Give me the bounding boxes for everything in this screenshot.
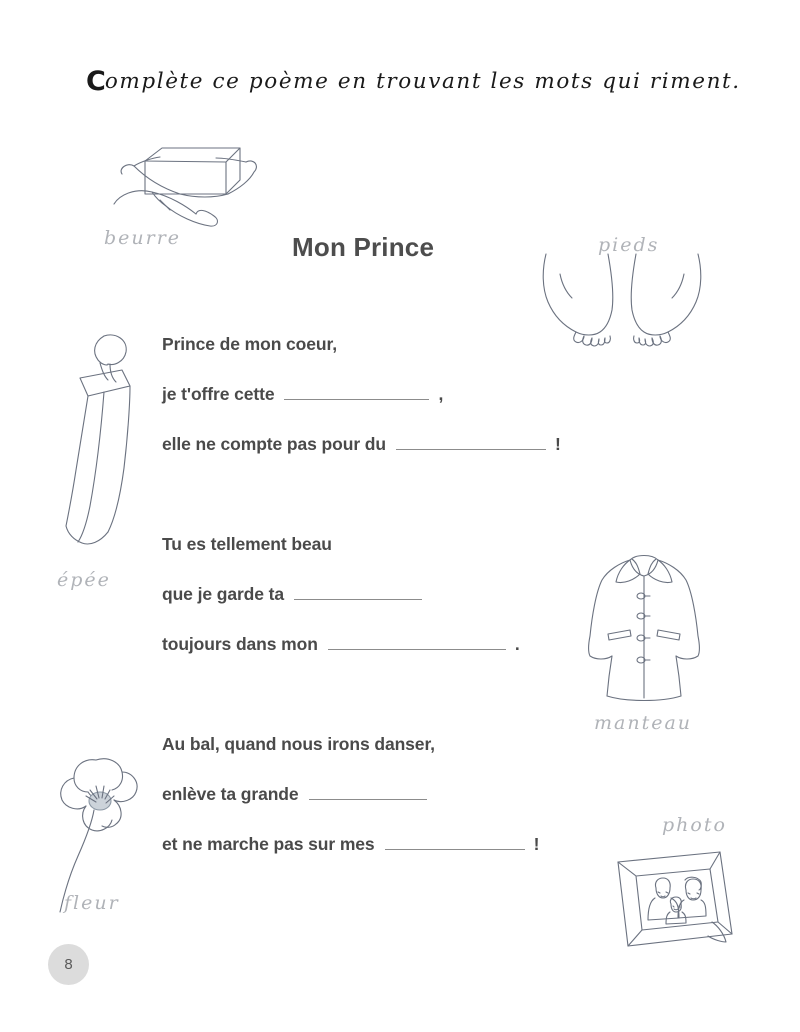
answer-blank[interactable] <box>284 388 429 400</box>
butter-label: beurre <box>104 227 182 249</box>
poem-line-punctuation: . <box>514 634 520 654</box>
answer-blank[interactable] <box>328 638 506 650</box>
poem-stanza-2 <box>162 534 520 684</box>
poem-line-text: Prince de mon coeur, <box>162 334 337 354</box>
answer-blank[interactable] <box>385 838 525 850</box>
poem-line-text: elle ne compte pas pour du <box>162 434 386 454</box>
poem-line <box>162 434 561 484</box>
butter-illustration <box>100 132 270 232</box>
poem-line <box>162 584 520 634</box>
poem-line <box>162 834 539 884</box>
feet-label: pieds <box>598 234 660 256</box>
poem-line-text: que je garde ta <box>162 584 285 604</box>
poem-line-punctuation: , <box>438 384 444 404</box>
poem-stanza-1 <box>162 334 561 484</box>
poem-line-text: enlève ta grande <box>162 784 299 804</box>
poem-line <box>162 784 539 834</box>
poem-line <box>162 334 561 384</box>
poem-line-punctuation: ! <box>554 434 561 454</box>
feet-illustration <box>532 248 712 348</box>
poem-line-text: je t'offre cette <box>162 384 275 404</box>
poem-line <box>162 384 561 434</box>
poem-title: Mon Prince <box>292 232 435 262</box>
poem-line-text: Tu es tellement beau <box>162 534 332 554</box>
poem-line-text: Au bal, quand nous irons danser, <box>162 734 435 754</box>
flower-label: fleur <box>64 892 120 914</box>
sword-illustration <box>56 330 156 565</box>
sword-label: épée <box>57 569 111 591</box>
answer-blank[interactable] <box>396 438 546 450</box>
photo-frame-label: photo <box>662 814 727 836</box>
photo-frame-illustration <box>612 848 742 953</box>
instruction-text: omplète ce poème en trouvant les mots qui riment. <box>104 69 741 94</box>
poem-line-punctuation: ! <box>533 834 540 854</box>
poem-line-text: toujours dans mon <box>162 634 318 654</box>
coat-illustration <box>582 550 706 710</box>
answer-blank[interactable] <box>294 588 422 600</box>
poem-stanza-3 <box>162 734 539 884</box>
poem-line <box>162 734 539 784</box>
instruction-line <box>86 66 741 112</box>
instruction-initial-letter: C <box>86 66 105 97</box>
poem-line <box>162 534 520 584</box>
coat-label: manteau <box>594 712 693 734</box>
poem-line <box>162 634 520 684</box>
page-number-badge: 8 <box>48 944 89 985</box>
answer-blank[interactable] <box>309 788 427 800</box>
poem-line-text: et ne marche pas sur mes <box>162 834 375 854</box>
